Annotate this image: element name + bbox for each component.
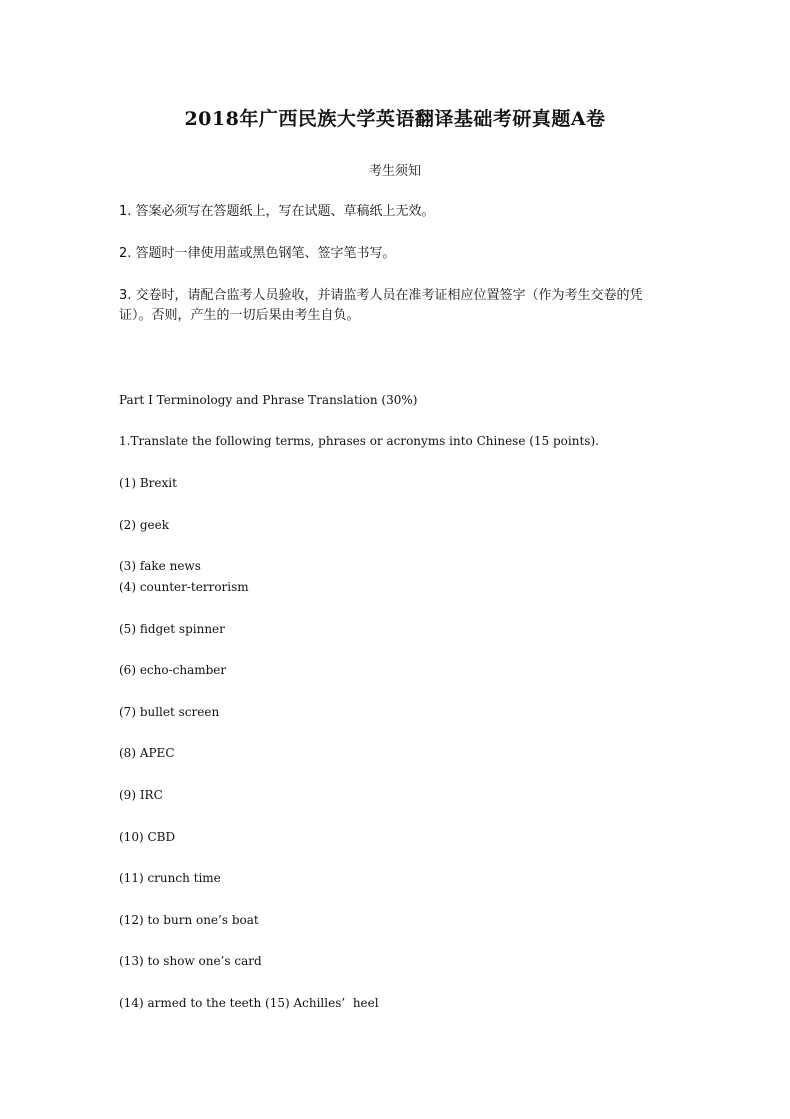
term-item: (13) to show one’s card (119, 954, 262, 968)
term-item: (14) armed to the teeth (15) Achilles’ heel (119, 996, 379, 1010)
instruction: 1.Translate the following terms, phrases or acronyms into Chinese (15 points). (119, 434, 599, 448)
part-title: Part I Terminology and Phrase Translation (30%) (119, 393, 418, 407)
term-item: (4) counter-terrorism (119, 580, 249, 594)
term-item: (10) CBD (119, 830, 176, 844)
notice-item: 2. 答题时一律使用蓝或黑色钢笔、签字笔书写。 (119, 246, 396, 261)
term-item: (8) APEC (119, 746, 175, 760)
term-item: (5) fidget spinner (119, 622, 225, 636)
term-item: (7) bullet screen (119, 705, 220, 719)
term-item: (2) geek (119, 518, 169, 532)
term-item: (9) IRC (119, 788, 163, 802)
term-item: (6) echo-chamber (119, 663, 227, 677)
notice-heading: 考生须知 (368, 164, 421, 179)
page-title: 2018年广西民族大学英语翻译基础考研真题A卷 (184, 108, 606, 130)
term-item: (11) crunch time (119, 871, 221, 885)
term-item: (12) to burn one’s boat (119, 913, 259, 927)
notice-item: 3. 交卷时，请配合监考人员验收，并请监考人员在准考证相应位置签字（作为考生交卷的凭证）。否则，产生的一切后果由考生自负。 (119, 288, 643, 323)
notice-item: 1. 答案必须写在答题纸上，写在试题、草稿纸上无效。 (119, 204, 435, 219)
term-item: (3) fake news (119, 559, 201, 573)
term-item: (1) Brexit (119, 476, 177, 490)
